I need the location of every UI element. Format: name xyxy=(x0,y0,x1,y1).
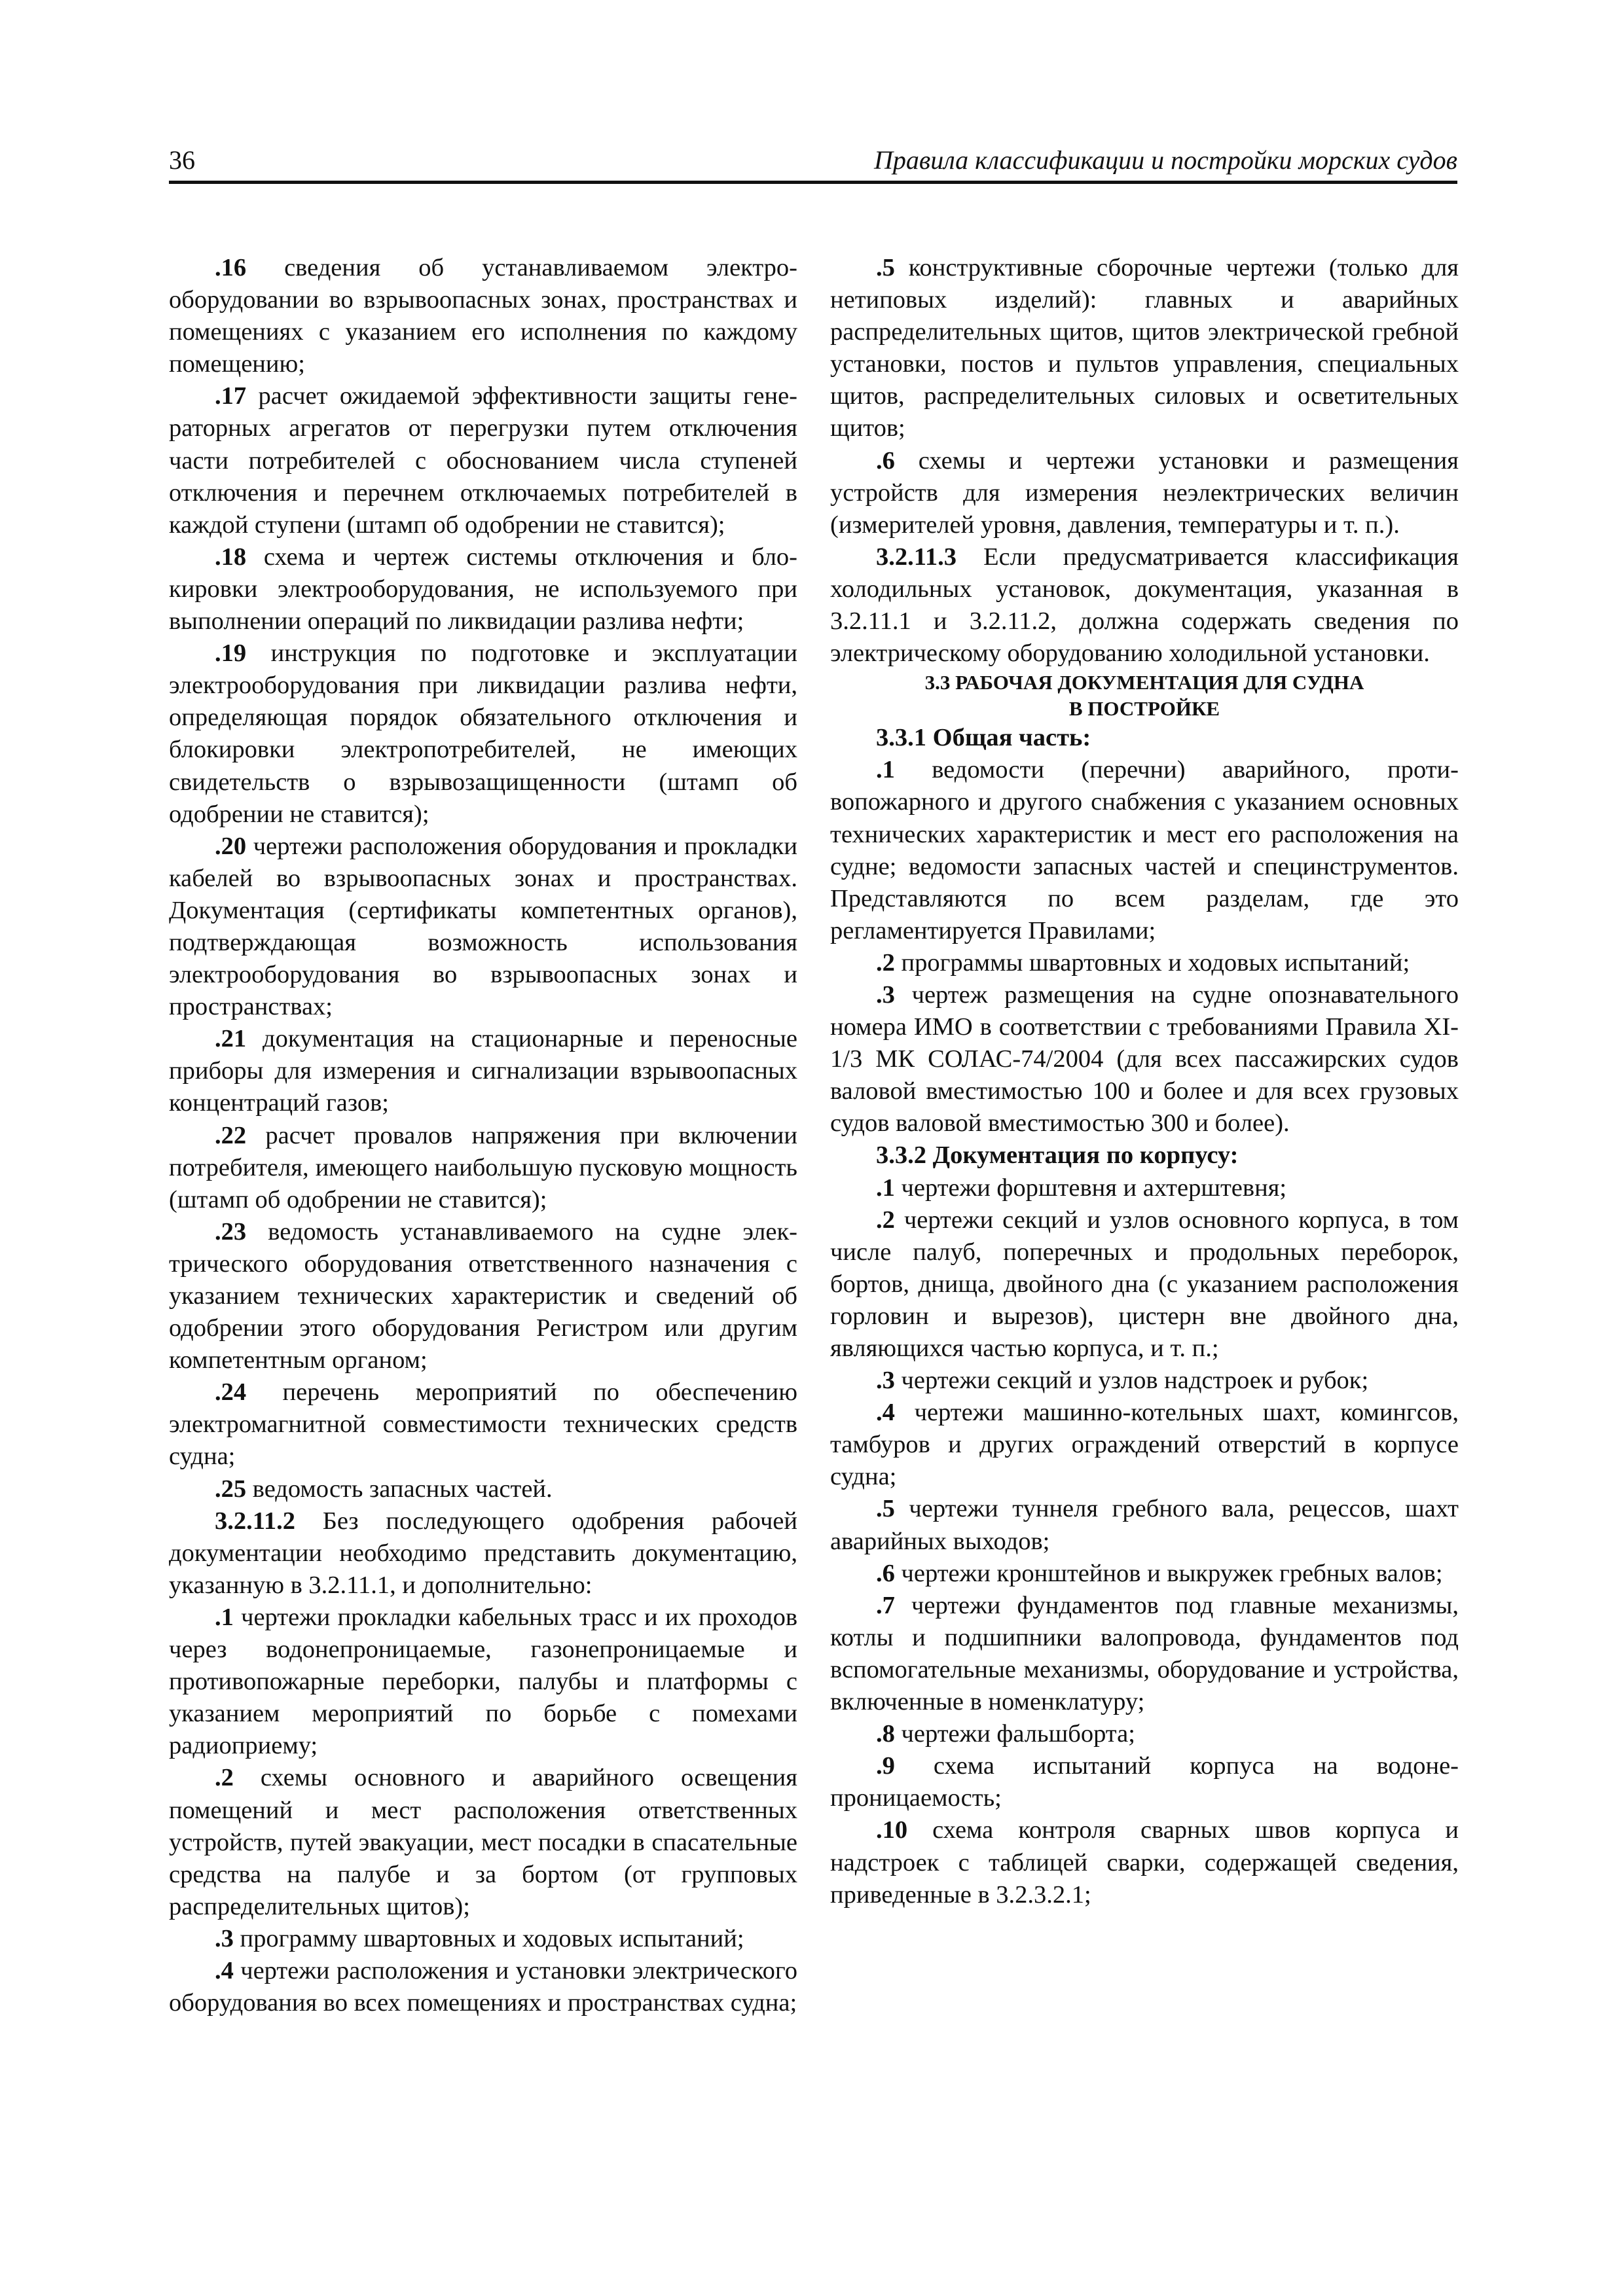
list-item xyxy=(169,1602,797,1762)
item-number: .1 xyxy=(876,756,895,784)
item-text: конструктивные сборочные чертежи (только для нетиповых изделий): главных и аварийных распределительных щитов, щитов электрической гребной установки, постов и пультов управления, специальных щитов, распределительных силовых и осветительных щитов; xyxy=(830,254,1459,442)
item-text: схема и чертеж системы отключения и блокировки электрооборудования, не используемого при выполнении операций по ликвидации разлива нефти; xyxy=(169,543,797,636)
item-number: .6 xyxy=(876,446,895,475)
item-text: чертежи секций и узлов надстроек и рубок; xyxy=(894,1367,1369,1395)
item-text: сведения об устанавливаемом электрооборудовании во взрывоопасных зонах, пространствах и помещениях с указанием его исполнения по каждому помещению; xyxy=(169,254,797,378)
item-text: перечень мероприятий по обеспечению электромагнитной совместимости технических средств судна; xyxy=(169,1378,797,1471)
list-item xyxy=(169,1923,797,1955)
item-number: .2 xyxy=(215,1764,234,1792)
list-item xyxy=(169,541,797,637)
item-text: чертежи расположения оборудования и прокладки кабелей во взрывоопасных зонах и пространствах. Документация (сертификаты компетентных органов), подтверждающая возможность использования электрооборудования во взрывоопасных зонах и пространствах; xyxy=(169,832,797,1021)
list-item xyxy=(830,1397,1459,1493)
section-heading-line: В ПОСТРОЙКЕ xyxy=(1068,697,1220,721)
item-text: чертежи форштевня и ахтерштевня; xyxy=(894,1174,1287,1202)
section-heading-line: 3.3 РАБОЧАЯ ДОКУМЕНТАЦИЯ ДЛЯ СУДНА xyxy=(924,671,1364,694)
item-number: .4 xyxy=(215,1956,234,1984)
list-item xyxy=(169,1376,797,1473)
item-text: ведомость устанавливаемого на судне электрического оборудования ответственного назначения с указанием технических характеристик и сведений об одобрении этого оборудования Регистром или другим компетентным органом; xyxy=(169,1217,797,1374)
section-heading xyxy=(830,670,1459,722)
item-number: .17 xyxy=(215,382,247,410)
item-number: .6 xyxy=(876,1559,895,1587)
item-number: .2 xyxy=(876,948,895,977)
list-item xyxy=(169,637,797,831)
item-number: .16 xyxy=(215,254,247,281)
item-number: .22 xyxy=(215,1121,247,1149)
list-item xyxy=(830,947,1459,979)
item-number: .3 xyxy=(215,1924,234,1952)
item-number: .25 xyxy=(215,1475,247,1503)
list-item xyxy=(830,1558,1459,1590)
item-number: .20 xyxy=(215,832,247,860)
list-item xyxy=(830,1750,1459,1814)
list-item xyxy=(830,252,1459,445)
list-item xyxy=(830,722,1459,754)
running-title: Правила классификации и постройки морских судов xyxy=(873,145,1457,175)
item-number: .3 xyxy=(876,1367,895,1395)
item-number: .19 xyxy=(215,639,247,668)
list-item xyxy=(169,1473,797,1505)
list-item xyxy=(169,380,797,541)
page-number: 36 xyxy=(169,145,195,175)
item-number: .8 xyxy=(876,1720,895,1748)
list-item xyxy=(169,1216,797,1376)
list-item xyxy=(830,1814,1459,1910)
list-item xyxy=(830,1718,1459,1750)
item-text: чертежи фундаментов под главные механизмы, котлы и подшипники валопровода, фундаментов под вспомогательные механизмы, оборудование и устройства, включенные в номенклатуру; xyxy=(830,1591,1459,1716)
item-number: .18 xyxy=(215,543,247,571)
item-number: 3.2.11.2 xyxy=(215,1507,296,1535)
list-item xyxy=(830,445,1459,541)
list-item xyxy=(830,754,1459,947)
list-item xyxy=(169,252,797,380)
list-item xyxy=(169,1120,797,1216)
item-text: ведомости (перечни) аварийного, противопожарного и другого снабжения с указанием основных технических характеристик и мест его расположения на судне; ведомости запасных частей и специнструментов. Представляются по всем разделам, где это регламентируется Правилами; xyxy=(830,756,1459,944)
item-text: расчет ожидаемой эффективности защиты генераторных агрегатов от перегрузки путем отключения части потребителей с обоснованием числа ступеней отключения и перечнем отключаемых потребителей в каждой ступени (штамп об одобрении не ставится); xyxy=(169,382,797,539)
item-text: Если предусматривается классификация холодильных установок, документация, указанная в 3.2.11.1 и 3.2.11.2, должна содержать сведения по электрическому оборудованию холодильной установки. xyxy=(830,543,1459,668)
item-number: .4 xyxy=(876,1399,895,1427)
item-text: инструкция по подготовке и эксплуатации электрооборудования при ликвидации разлива нефти, определяющая порядок обязательного отключения и блокировки электропотребителей, не имеющих свидетельств о взрывозащищенности (штамп об одобрении не ставится); xyxy=(169,639,797,828)
item-number: .5 xyxy=(876,254,895,281)
list-item xyxy=(830,979,1459,1139)
item-text: чертежи расположения и установки электрического оборудования во всех помещениях и пространствах судна; xyxy=(169,1956,797,2017)
item-number: 3.2.11.3 xyxy=(876,543,957,571)
page-header xyxy=(169,145,1457,184)
item-number: 3.3.2 Документация по корпусу: xyxy=(876,1141,1239,1170)
list-item xyxy=(169,1762,797,1922)
item-text: Без последующего одобрения рабочей документации необходимо представить документацию, указанную в 3.2.11.1, и дополнительно: xyxy=(169,1507,797,1599)
item-text: программу швартовных и ходовых испытаний; xyxy=(233,1924,744,1952)
list-item xyxy=(169,1023,797,1119)
list-item xyxy=(830,1590,1459,1718)
list-item xyxy=(169,1505,797,1602)
list-item xyxy=(830,1493,1459,1557)
left-column xyxy=(169,252,797,2019)
item-text: чертеж размещения на судне опознавательного номера ИМО в соответствии с требованиями Правила XI-1/3 МК СОЛАС-74/2004 (для всех пассажирских судов валовой вместимостью 100 и более и для всех грузовых судов валовой вместимостью 300 и более). xyxy=(830,980,1459,1138)
item-number: .7 xyxy=(876,1591,895,1619)
item-text: схемы и чертежи установки и размещения устройств для измерения неэлектрических величин (измерителей уровня, давления, температуры и т. п.). xyxy=(830,446,1459,539)
item-number: .10 xyxy=(876,1816,908,1844)
item-number: .1 xyxy=(215,1603,234,1631)
item-number: .2 xyxy=(876,1206,895,1234)
item-text: чертежи туннеля гребного вала, рецессов, шахт аварийных выходов; xyxy=(830,1495,1459,1555)
item-text: чертежи кронштейнов и выкружек гребных валов; xyxy=(894,1559,1443,1587)
item-number: .5 xyxy=(876,1495,895,1523)
item-text: документация на стационарные и переносные приборы для измерения и сигнализации взрывоопасных концентраций газов; xyxy=(169,1025,797,1117)
list-item xyxy=(830,1204,1459,1365)
list-item xyxy=(830,1139,1459,1172)
list-item xyxy=(830,1172,1459,1204)
item-number: .24 xyxy=(215,1378,247,1407)
item-text: ведомость запасных частей. xyxy=(246,1475,553,1503)
item-number: .3 xyxy=(876,980,895,1009)
list-item xyxy=(169,1955,797,2019)
item-number: .1 xyxy=(876,1174,895,1202)
item-text: схема контроля сварных швов корпуса и надстроек с таблицей сварки, содержащей сведения, приведенные в 3.2.3.2.1; xyxy=(830,1816,1459,1909)
item-text: чертежи секций и узлов основного корпуса, в том числе палуб, поперечных и продольных переборок, бортов, днища, двойного дна (с указанием расположения горловин и вырезов), цистерн вне двойного дна, являющихся частью корпуса, и т. п.; xyxy=(830,1206,1459,1362)
item-number: .21 xyxy=(215,1025,247,1053)
item-number: .23 xyxy=(215,1217,247,1246)
item-text: программы швартовных и ходовых испытаний; xyxy=(894,948,1410,977)
item-number: .9 xyxy=(876,1752,895,1780)
list-item xyxy=(169,831,797,1024)
item-number: 3.3.1 Общая часть: xyxy=(876,724,1091,752)
right-column xyxy=(830,252,1459,1911)
item-text: чертежи машинно-котельных шахт, комингсов, тамбуров и других ограждений отверстий в корпусе судна; xyxy=(830,1399,1459,1491)
item-text: расчет провалов напряжения при включении потребителя, имеющего наибольшую пусковую мощность (штамп об одобрении не ставится); xyxy=(169,1121,797,1213)
item-text: чертежи фальшборта; xyxy=(894,1720,1135,1748)
item-text: чертежи прокладки кабельных трасс и их проходов через водонепроницаемые, газонепроницаемые и противопожарные переборки, палубы и платформы с указанием мероприятий по борьбе с помехами радиоприему; xyxy=(169,1603,797,1760)
list-item xyxy=(830,1365,1459,1397)
list-item xyxy=(830,541,1459,670)
item-text: схемы основного и аварийного освещения помещений и мест расположения ответственных устройств, путей эвакуации, мест посадки в спасательные средства на палубе и за бортом (от групповых распределительных щитов); xyxy=(169,1764,797,1920)
item-text: схема испытаний корпуса на водонепроницаемость; xyxy=(830,1752,1459,1812)
